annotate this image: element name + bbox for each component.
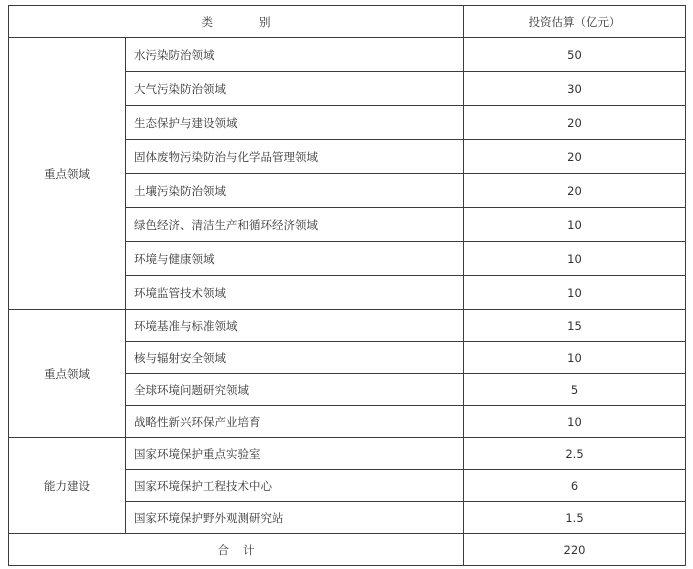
row-value: 20 — [464, 106, 686, 140]
row-value: 2.5 — [464, 438, 686, 470]
total-value: 220 — [464, 534, 686, 566]
row-item: 战略性新兴环保产业培育 — [126, 406, 464, 438]
row-value: 30 — [464, 72, 686, 106]
row-value: 10 — [464, 242, 686, 276]
investment-table — [8, 5, 686, 566]
row-value: 10 — [464, 406, 686, 438]
row-item: 土壤污染防治领域 — [126, 174, 464, 208]
row-value: 20 — [464, 174, 686, 208]
table-row — [9, 438, 686, 470]
row-item: 大气污染防治领域 — [126, 72, 464, 106]
row-item: 固体废物污染防治与化学品管理领域 — [126, 140, 464, 174]
row-item: 环境与健康领域 — [126, 242, 464, 276]
header-row — [9, 6, 686, 38]
group-label: 重点领域 — [9, 310, 126, 438]
table-row — [9, 38, 686, 72]
category-header-char-1: 类 — [201, 14, 213, 29]
total-row — [9, 534, 686, 566]
row-item: 国家环境保护工程技术中心 — [126, 470, 464, 502]
row-item: 环境基准与标准领域 — [126, 310, 464, 342]
table-row — [9, 310, 686, 342]
row-value: 1.5 — [464, 502, 686, 534]
group-label: 重点领域 — [9, 38, 126, 310]
total-label — [9, 534, 464, 566]
row-value: 50 — [464, 38, 686, 72]
group-label: 能力建设 — [9, 438, 126, 534]
row-item: 生态保护与建设领域 — [126, 106, 464, 140]
row-item: 全球环境问题研究领域 — [126, 374, 464, 406]
row-value: 5 — [464, 374, 686, 406]
row-item: 国家环境保护重点实验室 — [126, 438, 464, 470]
row-value: 15 — [464, 310, 686, 342]
row-item: 绿色经济、清洁生产和循环经济领域 — [126, 208, 464, 242]
total-label-char-2: 计 — [243, 542, 255, 557]
row-value: 10 — [464, 342, 686, 374]
row-item: 国家环境保护野外观测研究站 — [126, 502, 464, 534]
row-value: 10 — [464, 276, 686, 310]
total-label-char-1: 合 — [217, 542, 229, 557]
category-header — [9, 6, 464, 38]
row-value: 20 — [464, 140, 686, 174]
row-value: 10 — [464, 208, 686, 242]
category-header-char-2: 别 — [259, 14, 271, 29]
row-item: 水污染防治领域 — [126, 38, 464, 72]
row-item: 核与辐射安全领域 — [126, 342, 464, 374]
row-value: 6 — [464, 470, 686, 502]
investment-header: 投资估算（亿元） — [464, 6, 686, 38]
row-item: 环境监管技术领域 — [126, 276, 464, 310]
